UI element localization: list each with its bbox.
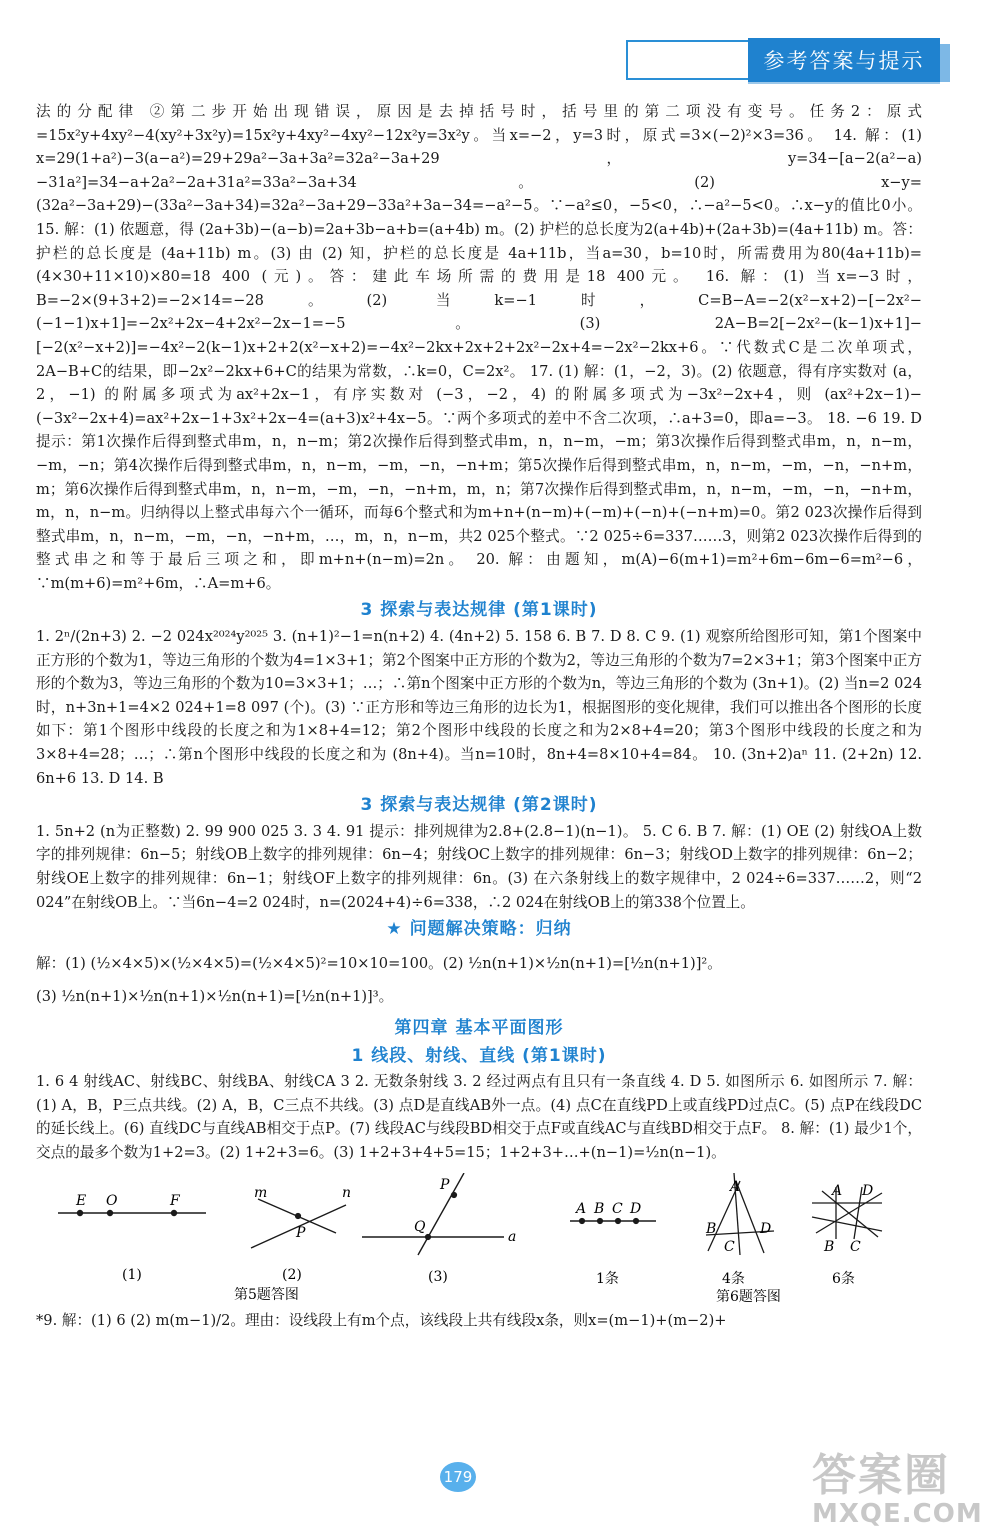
figure-6-2-label-4: D: [760, 1220, 772, 1237]
watermark-url: MXQE.COM: [812, 1499, 983, 1529]
header-title: 参考答案与提示: [748, 38, 940, 82]
section-title: ★ 问题解决策略：归纳: [386, 919, 572, 940]
figure-3-caption: (3): [428, 1268, 448, 1285]
figure-6-3-label-1: A: [832, 1182, 843, 1199]
chapter-title: 第四章 基本平面图形: [394, 1017, 564, 1038]
figure-2-label-2: n: [342, 1184, 352, 1201]
figure-3: [362, 1173, 504, 1255]
answer-paragraph: 法的分配律 ②第二步开始出现错误，原因是去掉括号时，括号里的第二项没有变号。任务2：原式=15x²y+4xy²−4(xy²+3x²y)=15x²y+4xy²−4xy²−12x²y=3x²y。当x=−2，y=3时，原式=3×(−2)²×3=36。 14. 解：(1) x=29(1+a²)−3(a−a²)=29+29a²−3a+3a²=32a²−3a+29，y=34−[a−2(a²−a)−31a²]=34−a+2a²−2a+31a²=33a²−3a+34。(2) x−y=(32a²−3a+29)−(33a²−3a+34)=32a²−3a+29−33a²+3a−34=−a²−5。∵−a²≤0，−5<0，∴−a²−5<0。∴x−y的值比0小。 15. 解：(1) 依题意，得 (2a+3b)−(a−b)=2a+3b−a+b=(a+4b) m。(2) 护栏的总长度为2(a+4b)+(2a+3b)=(4a+11b) m。答：护栏的总长度是 (4a+11b) m。(3) 由 (2) 知，护栏的总长度是 4a+11b，当a=30，b=10时，所需费用为80(4a+11b)=(4×30+11×10)×80=18 400 (元)。答：建此车场所需的费用是18 400元。 16. 解：(1) 当x=−3时，B=−2×(9+3+2)=−2×14=−28。(2) 当k=−1时，C=B−A=−2(x²−x+2)−[−2x²−(−1−1)x+1]=−2x²+2x−4+2x²−2x−1=−5。(3) 2A−B=2[−2x²−(k−1)x+1]−[−2(x²−x+2)]=−4x²−2(k−1)x+2+2(x²−x+2)=−4x²−2kx+2x+2+2x²−2x+4=−2x²−2kx+6。∵代数式C是二次单项式，2A−B+C的结果，即−2x²−2kx+6+C的结果为常数，∴k=0，C=2x²。 17. (1) 解：(1，−2，3)。(2) 依题意，得有序实数对 (a，2，−1) 的附属多项式为ax²+2x−1，有序实数对 (−3，−2，4) 的附属多项式为−3x²−2x+4，则 (ax²+2x−1)−(−3x²−2x+4)=ax²+2x−1+3x²+2x−4=(a+3)x²+4x−5。∵两个多项式的差中不含二次项，∴a+3=0，即a=−3。 18. −6 19. D 提示：第1次操作后得到整式串m，n，n−m；第2次操作后得到整式串m，n，n−m，−m；第3次操作后得到整式串m，n，n−m，−m，−n；第4次操作后得到整式串m，n，n−m，−m，−n，−n+m；第5次操作后得到整式串m，n，n−m，−m，−n，−n+m，m；第6次操作后得到整式串m，n，n−m，−m，−n，−n+m，m，n；第7次操作后得到整式串m，n，n−m，−m，−n，−n+m，m，n，n−m。归纳得以上整式串每六个一循环，而每6个整式和为m+n+(n−m)+(−m)+(−n)+(−n+m)=0。第2 023次操作后得到整式串m，n，n−m，−m，−n，−n+m，…，m，n，n−m，共2 025个整式。∵2 025÷6=337……3，则第2 023次操作后得到的整式串之和等于最后三项之和，即m+n+(n−m)=2n。 20. 解：由题知，m(A)−6(m+1)=m²+6m−6m−6=m²−6，∵m(m+6)=m²+6m，∴A=m+6。: [36, 103, 922, 592]
figure-1-label-1: E: [76, 1192, 87, 1209]
watermark-text: 答案圈: [812, 1450, 950, 1501]
math-line: 解：(1) (½×4×5)×(½×4×5)=(½×4×5)²=10×10=100。(2) ½n(n+1)×½n(n+1)=[½n(n+1)]²。: [36, 954, 722, 972]
figure-3-label-1: P: [440, 1176, 450, 1193]
figure-row: [36, 1173, 922, 1303]
figure-1-label-2: O: [106, 1192, 118, 1209]
figure-6-1-label-4: D: [630, 1200, 642, 1217]
answer-paragraph: 1. 6 4 射线AC、射线BC、射线BA、射线CA 3 2. 无数条射线 3. 2 经过两点有且只有一条直线 4. D 5. 如图所示 6. 如图所示 7. 解：(1) A，B，P三点共线。(2) A，B，C三点不共线。(3) 点D是直线AB外一点。(4) 点C在直线PD上或直线PD过点C。(5) 点P在线段DC的延长线上。(6) 直线DC与直线AB相交于点P。(7) 线段AC与线段BD相交于点F或直线AC与直线BD相交于点F。 8. 解：(1) 最少1个，交点的最多个数为1+2=3。(2) 1+2+3=6。(3) 1+2+3+4+5=15；1+2+3+…+(n−1)=½n(n−1)。: [36, 1073, 922, 1161]
figure-6-2-caption: 4条: [722, 1270, 745, 1287]
figure-6-2-label-1: A: [730, 1178, 741, 1195]
page-number: 179: [440, 1462, 476, 1492]
figure-1-caption: (1): [122, 1266, 142, 1283]
figure-1: [58, 1210, 206, 1215]
figure-2-label-3: P: [296, 1224, 306, 1241]
figure-6-3-caption: 6条: [832, 1270, 855, 1287]
watermark-logo: [812, 1452, 982, 1532]
figure-6-1-label-3: C: [612, 1200, 623, 1217]
figure-5-caption: 第5题答图: [234, 1286, 299, 1303]
section-title: 3 探索与表达规律 (第2课时): [360, 795, 598, 816]
header-decoration: [626, 40, 752, 80]
section-title: 3 探索与表达规律 (第1课时): [360, 600, 598, 621]
answer-paragraph: 1. 2ⁿ/(2n+3) 2. −2 024x²⁰²⁴y²⁰²⁵ 3. (n+1)²−1=n(n+2) 4. (4n+2) 5. 158 6. B 7. D 8. C 9. (1) 观察所给图形可知，第1个图案中正方形的个数为1，等边三角形的个数为4=1×3+1；第2个图案中正方形的个数为2，等边三角形的个数为7=2×3+1；第3个图案中正方形的个数为3，等边三角形的个数为10=3×3+1；…；∴第n个图案中正方形的个数为n，等边三角形的个数为 (3n+1)。(2) 当n=2 024时，n+3n+1=4×2 024+1=8 097 (个)。(3) ∵正方形和等边三角形的边长为1，根据图形的变化规律，我们可以推出各个图形的长度如下：第1个图形中线段的长度之和为1×8+4=12；第2个图形中线段的长度之和为2×8+4=20；第3个图形中线段的长度之和为3×8+4=28；…；∴第n个图形中线段的长度之和为 (8n+4)。当n=10时，8n+4=8×10+4=84。 10. (3n+2)aⁿ 11. (2+2n) 12. 6n+6 13. D 14. B: [36, 628, 922, 787]
math-line: (3) ½n(n+1)×½n(n+1)×½n(n+1)=[½n(n+1)]³。: [36, 988, 394, 1006]
figure-6-caption: 第6题答图: [716, 1288, 781, 1303]
answer-paragraph: *9. 解：(1) 6 (2) m(m−1)/2。理由：设线段上有m个点，该线段上共有线段x条，则x=(m−1)+(m−2)+: [36, 1311, 727, 1329]
figure-6-1-label-2: B: [594, 1200, 605, 1217]
figure-6-1-caption: 1条: [596, 1270, 619, 1287]
figure-6-3-label-3: B: [824, 1238, 835, 1255]
figure-2-label-1: m: [254, 1184, 268, 1201]
figure-6-2-label-2: B: [706, 1220, 717, 1237]
figure-3-label-2: Q: [414, 1218, 426, 1235]
figure-2-caption: (2): [282, 1266, 302, 1283]
figure-3-label-3: a: [508, 1228, 517, 1245]
answer-paragraph: 1. 5n+2 (n为正整数) 2. 99 900 025 3. 3 4. 91 提示：排列规律为2.8+(2.8−1)(n−1)。 5. C 6. B 7. 解：(1) OE (2) 射线OA上数字的排列规律：6n−5；射线OB上数字的排列规律：6n−4；射线OC上数字的排列规律：6n−3；射线OD上数字的排列规律：6n−2；射线OE上数字的排列规律：6n−1；射线OF上数字的排列规律：6n。(3) 在六条射线上的数字规律中，2 024÷6=337……2，则“2 024”在射线OB上。∵当6n−4=2 024时，n=(2024+4)÷6=338，∴2 024在射线OB上的第338个位置上。: [36, 822, 922, 911]
figure-1-label-3: F: [170, 1192, 180, 1209]
figure-6-1: [570, 1218, 656, 1223]
figure-6-1-label-1: A: [576, 1200, 587, 1217]
figure-6-3-label-2: D: [862, 1182, 874, 1199]
figure-6-2-label-3: C: [724, 1238, 735, 1255]
section-title: 1 线段、射线、直线 (第1课时): [351, 1045, 607, 1066]
page-content: [36, 100, 922, 1332]
figure-6-3-label-4: C: [850, 1238, 861, 1255]
answer-figures: [36, 1173, 922, 1303]
